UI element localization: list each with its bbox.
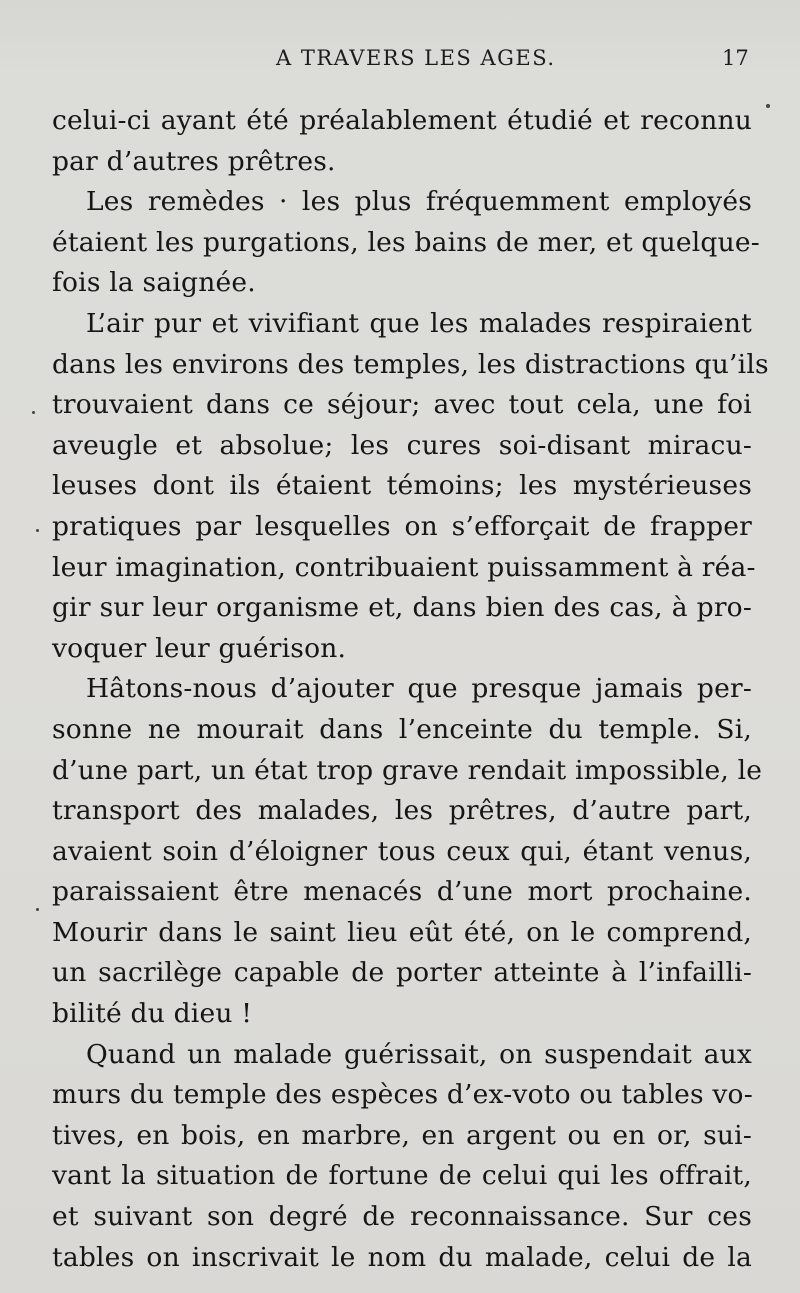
text-line: voquer leur guérison.: [52, 632, 347, 664]
text-line: pratiques par lesquelles on s’efforçait de frapper: [52, 510, 752, 542]
text-line: et suivant son degré de reconnaissance. Sur ces: [52, 1201, 752, 1233]
text-line: bilité du dieu !: [52, 998, 253, 1030]
text-line: vant la situation de fortune de celui qui les offrait,: [52, 1160, 752, 1192]
print-speck: [36, 908, 39, 911]
text-line: étaient les purgations, les bains de mer, et quelque-: [52, 226, 760, 258]
text-line: paraissaient être menacés d’une mort prochaine.: [52, 876, 752, 908]
text-line: leur imagination, contribuaient puissamment à réa-: [52, 551, 756, 583]
text-line: d’une part, un état trop grave rendait impossible, le: [52, 754, 763, 786]
print-speck: [32, 411, 35, 414]
print-speck: [766, 104, 770, 108]
body-text: [52, 101, 769, 1278]
text-line: gir sur leur organisme et, dans bien des cas, à pro-: [52, 592, 752, 624]
text-line: par d’autres prêtres.: [52, 145, 336, 177]
text-line: sonne ne mourait dans l’enceinte du temple. Si,: [52, 713, 752, 745]
text-line: Mourir dans le saint lieu eût été, on le comprend,: [52, 916, 752, 948]
text-line: Les remèdes · les plus fréquemment employés: [86, 186, 752, 218]
text-line: transport des malades, les prêtres, d’autre part,: [52, 795, 752, 827]
text-line: aveugle et absolue; les cures soi-disant miracu-: [52, 429, 752, 461]
text-line: murs du temple des espèces d’ex-voto ou tables vo-: [52, 1079, 753, 1111]
text-line: tives, en bois, en marbre, en argent ou en or, sui-: [52, 1119, 752, 1151]
page-number: 17: [722, 46, 749, 70]
text-line: leuses dont ils étaient témoins; les mystérieuses: [52, 470, 752, 502]
text-line: Quand un malade guérissait, on suspendait aux: [86, 1038, 752, 1070]
text-line: dans les environs des temples, les distractions qu’ils: [52, 348, 769, 380]
text-line: trouvaient dans ce séjour; avec tout cela, une foi: [52, 389, 752, 421]
text-line: celui-ci ayant été préalablement étudié et reconnu: [52, 105, 752, 136]
text-line: un sacrilège capable de porter atteinte à l’infailli-: [52, 957, 752, 989]
text-line: Hâtons-nous d’ajouter que presque jamais per-: [86, 673, 752, 705]
page-header: [0, 46, 800, 76]
print-speck: [36, 529, 39, 532]
text-line: fois la saignée.: [52, 267, 256, 299]
text-line: tables on inscrivait le nom du malade, celui de la: [52, 1241, 752, 1273]
running-title: A TRAVERS LES AGES.: [276, 46, 556, 70]
text-line: L’air pur et vivifiant que les malades respiraient: [86, 307, 752, 339]
text-line: avaient soin d’éloigner tous ceux qui, étant venus,: [52, 835, 752, 867]
